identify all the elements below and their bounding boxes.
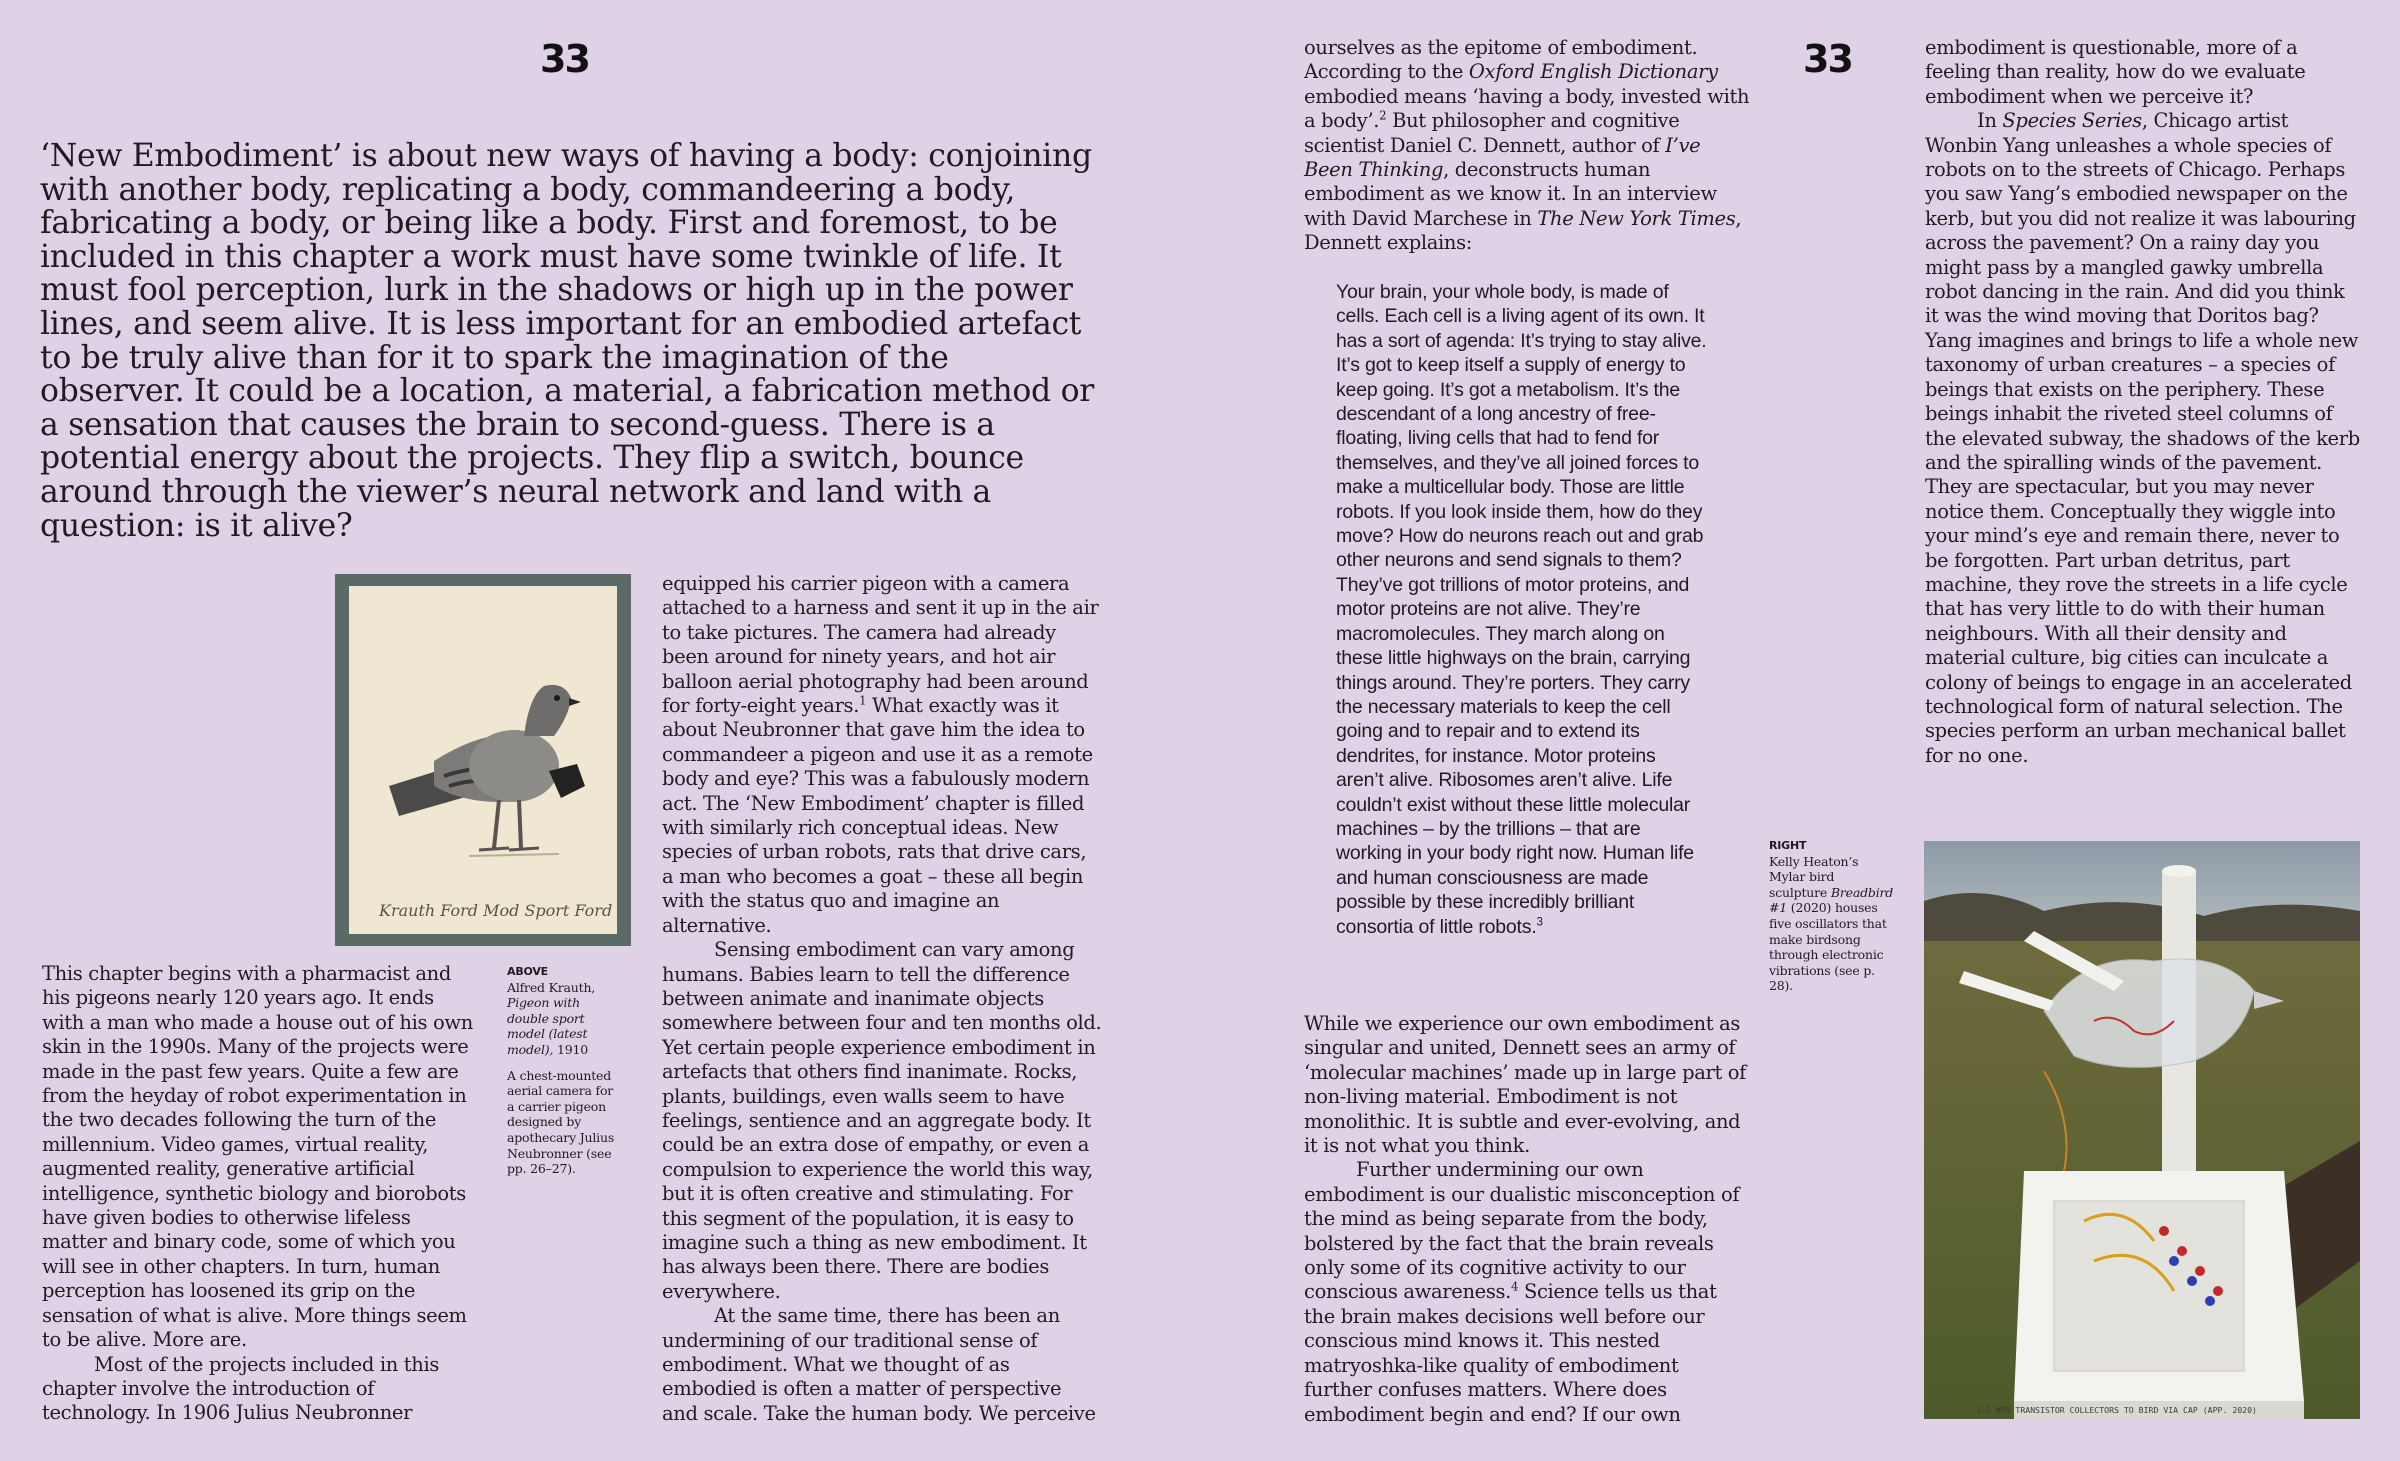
page-number-left: 33 [540, 37, 589, 81]
col3-nyt-title: The New York Times [1537, 206, 1736, 230]
col1-paragraph-1: This chapter begins with a pharmacist and his pigeons nearly 120 years ago. It ends with a man who made a house out of his own skin in the 1990s. Many of the projects were made in the past few years. Quite a few are from the heyday of robot experimentation in the two decades following the turn of the millennium. Video games, virtual reality, augmented reality, generative artificial intelligence, synthetic biology and biorobots have given bodies to otherwise lifeless matter and binary code, some of which you will see in other chapters. In turn, human perception has loosened its grip on the sensation of what is alive. More things seem to be alive. More are. [42, 962, 473, 1352]
column-4 [1925, 36, 2361, 768]
col3-paragraph-3 [1304, 1158, 1750, 1426]
col4-species-series-title: Species Series [2002, 109, 2142, 133]
col4-paragraph-2 [1925, 109, 2361, 768]
col3-paragraph-2: While we experience our own embodiment as singular and united, Dennett sees an army of ‘molecular machines’ made up in large part of non-living material. Embodiment is not monolithic. It is subtle and ever-evolving, and it is not what you think. [1304, 1012, 1747, 1158]
col2-paragraph-2: Sensing embodiment can vary among humans. Babies learn to tell the difference between animate and inanimate objects somewhere between four and ten months old. Yet certain people experience embodiment in artefacts that others find inanimate. Rocks, plants, buildings, even walls seem to have feelings, sentience and an aggregate body. It could be an extra dose of empathy, or even a compulsion to experience the world this way, but it is often creative and stimulating. For this segment of the population, it is easy to imagine such a thing as new embodiment. It has always been there. There are bodies everywhere. [662, 938, 1102, 1303]
col3-p1-text-d: , deconstructs human embodiment as we know it. In an interview with David Marchese in [1304, 158, 1717, 230]
col2-paragraph-1 [662, 572, 1102, 938]
page-number-right: 33 [1803, 37, 1852, 81]
col4-p2-text-b: , Chicago artist Wonbin Yang unleashes a whole species of robots on to the streets of Chicago. Perhaps you saw Yang’s embodied newspaper on the kerb, but you did not realize it was labouring across the pavement? On a rainy day you might pass by a mangled gawky umbrella robot dancing in the rain. And did you think it was the wind moving that Doritos bag? Yang imagines and brings to life a whole new taxonomy of urban creatures – a species of beings that exists on the periphery. These beings inhabit the riveted steel columns of the elevated subway, the shadows of the kerb and the spiralling winds of the pavement. They are spectacular, but you may never notice them. Conceptually they wiggle into your mind’s eye and remain there, never to be forgotten. Part urban detritus, part machine, they rove the streets in a life cycle that has very little to do with their human neighbours. With all their density and material culture, big cities can inculcate a colony of beings to engage in an accelerated technological form of natural selection. The species perform an urban mechanical ballet for no one. [1925, 109, 2360, 767]
col4-p2-text-a: In [1977, 109, 2003, 133]
col3-p1-text-a: ourselves as the epitome of embodiment. According to the [1304, 36, 1698, 84]
col2-p1-text-b: What exactly was it about Neubronner that gave him the idea to commandeer a pigeon and use it as a remote body and eye? This was a fabulously modern act. The ‘New Embodiment’ chapter is filled with similarly rich conceptual ideas. New species of urban robots, rats that drive cars, a man who becomes a goat – these all begin with the status quo and imagine an alternative. [662, 694, 1093, 937]
column-2 [662, 572, 1102, 1426]
column-3-continued [1304, 1012, 1750, 1427]
caption-left-title: Pigeon with double sport model (latest model), [507, 995, 588, 1057]
intro-text: ‘New Embodiment’ is about new ways of having a body: conjoining with another body, replicating a body, commandeering a body, fabricating a body, or being like a body. First and foremost, to be included in this chapter a work must have some twinkle of life. It must fool perception, lurk in the shadows or high up in the power lines, and seem alive. It is less important for an embodied artefact to be truly alive than for it to spark the imagination of the observer. It could be a location, a material, a fabrication method or a sensation that causes the brain to second-guess. There is a potential energy about the projects. They flip a switch, bounce around through the viewer’s neural network and land with a question: is it alive? [40, 138, 1095, 544]
caption-right-text-a: Kelly Heaton’s Mylar bird sculpture [1769, 853, 1859, 900]
col3-p1-text-e: , Dennett explains: [1304, 206, 1742, 255]
footnote-ref-4: 4 [1511, 1279, 1519, 1294]
col2-p1-text-a: equipped his carrier pigeon with a camera attached to a harness and sent it up in the air to take pictures. The camera had already been around for ninety years, and hot air balloon aerial photography had been around for forty-eight years. [662, 572, 1099, 718]
footnote-ref-2: 2 [1379, 108, 1387, 123]
intro-paragraph [40, 140, 1100, 543]
quote-text: Your brain, your whole body, is made of cells. Each cell is a living agent of its own. It has a sort of agenda: It’s trying to stay alive. It’s got to keep itself a supply of energy to keep going. It’s got a metabolism. It’s the descendant of a long ancestry of free-floating, living cells that had to fend for themselves, and they’ve all joined forces to make a multicellular body. Those are little robots. If you look inside them, how do they move? How do neurons reach out and grab other neurons and send signals to them? They’ve got trillions of motor proteins, and motor proteins are not alive. They’re macromolecules. They march along on these little highways on the brain, carrying things around. They’re porters. They carry the necessary materials to keep the cell going and to repair and to extend its dendrites, for instance. Motor proteins aren’t alive. Ribosomes aren’t alive. Life couldn’t exist without these little molecular machines – by the trillions – that are working in your body right now. Human life and human consciousness are made possible by these incredibly brilliant consortia of little robots. [1336, 281, 1707, 938]
col4-paragraph-1: embodiment is questionable, more of a feeling than reality, how do we evaluate embodiment when we perceive it? [1925, 36, 2306, 108]
col3-book-title: I’ve Been Thinking [1304, 133, 1701, 182]
caption-left-year: 1910 [557, 1041, 589, 1057]
caption-right-label: RIGHT [1769, 839, 1807, 852]
caption-left-artist: Alfred Krauth, [507, 979, 596, 995]
col3-p3-text-b: Science tells us that the brain makes decisions well before our conscious mind knows it. This nested matryoshka-like quality of embodiment further confuses matters. Where does embodiment begin and end? If our own [1304, 1280, 1717, 1426]
column-1 [42, 962, 480, 1426]
breadbird-photo [1924, 841, 2360, 1419]
col3-p1-text-b: embodied means ‘having a body, invested with a body’. [1304, 84, 1750, 133]
col3-p3-text-a: Further undermining our own embodiment is our dualistic misconception of the mind as being separate from the body, bolstered by the fact that the brain reveals only some of its cognitive activity to our conscious awareness. [1304, 1158, 1740, 1304]
col2-paragraph-3: At the same time, there has been an undermining of our traditional sense of embodiment. What we thought of as embodied is often a matter of perspective and scale. Take the human body. We perceive [662, 1304, 1096, 1425]
caption-right-text-b: (2020) houses five oscillators that make birdsong through electronic vibrations (see p. 28). [1769, 900, 1887, 994]
pigeon-drawing [349, 586, 617, 934]
column-3 [1304, 36, 1750, 256]
caption-left-description: A chest-mounted aerial camera for a carrier pigeon designed by apothecary Julius Neubronner (see pp. 26–27). [507, 1067, 615, 1177]
col1-paragraph-2: Most of the projects included in this chapter involve the introduction of technology. In 1906 Julius Neubronner [42, 1352, 440, 1425]
caption-left [507, 964, 617, 1177]
col3-paragraph-1 [1304, 36, 1750, 256]
caption-left-label: ABOVE [507, 965, 548, 978]
photo-inscription: 1–5 NPN TRANSISTOR COLLECTORS TO BIRD VIA CAP (APP. 2020) [1976, 1405, 2257, 1415]
footnote-ref-1: 1 [859, 693, 867, 708]
caption-right [1769, 838, 1895, 994]
col3-oed-title: Oxford English Dictionary [1468, 60, 1718, 84]
caption-right-title: Breadbird #1 [1769, 884, 1894, 916]
breadbird-photo-drawing [1924, 841, 2360, 1419]
pigeon-illustration-frame [335, 574, 631, 946]
pigeon-inscription: Krauth Ford Mod Sport Ford [379, 901, 613, 920]
col3-p1-text-c: But philosopher and cognitive scientist Daniel C. Dennett, author of [1304, 109, 1680, 157]
footnote-ref-3: 3 [1536, 915, 1543, 929]
blockquote-dennett [1336, 280, 1708, 939]
pigeon-illustration [349, 586, 617, 934]
